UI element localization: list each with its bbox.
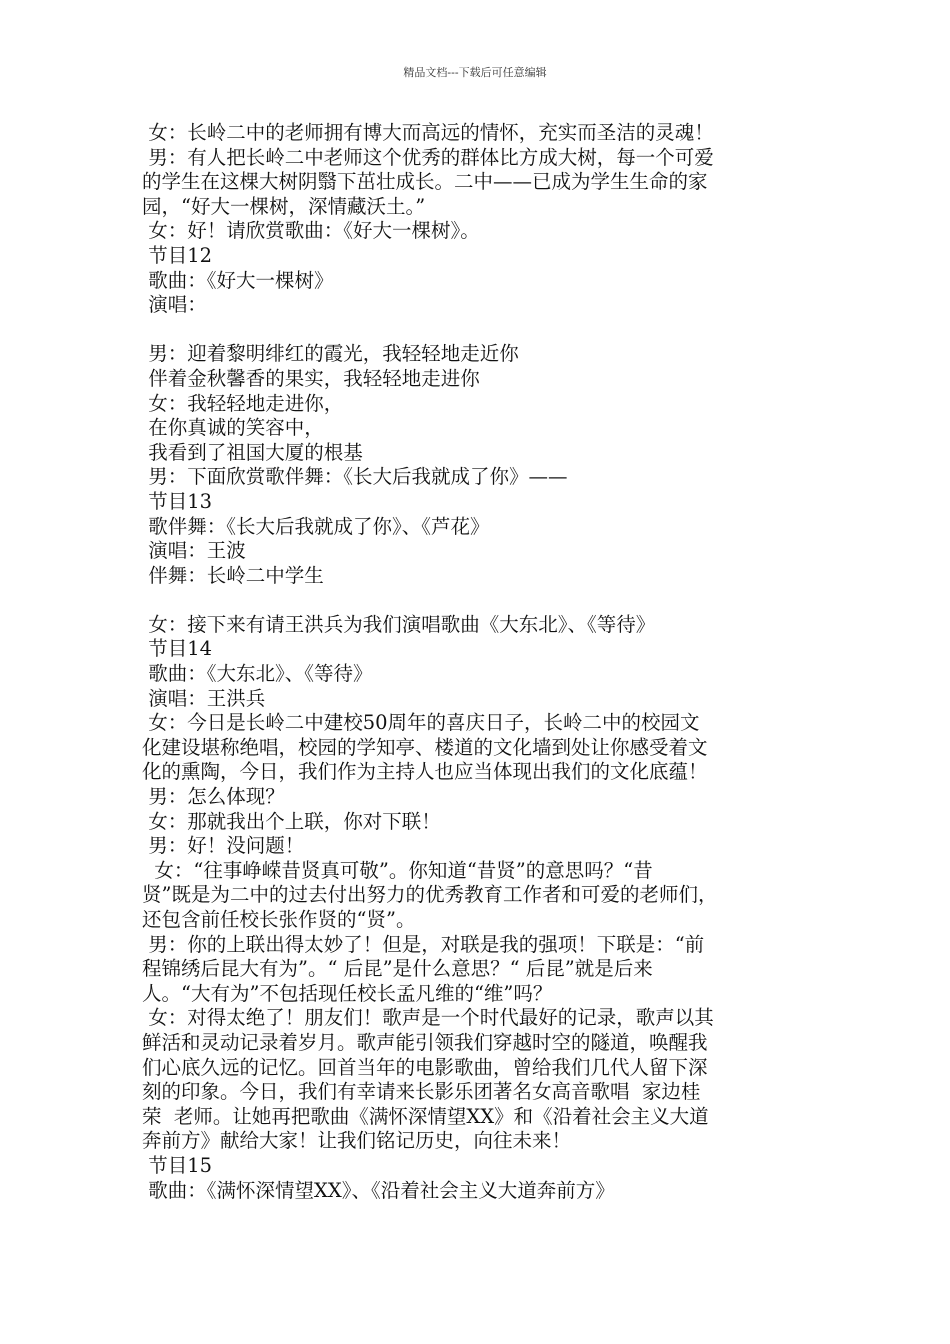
text-line — [142, 318, 822, 343]
text-line: 女：长岭二中的老师拥有博大而高远的情怀，充实而圣洁的灵魂！ — [142, 121, 714, 144]
text-line: 演唱： — [142, 293, 207, 317]
text-line: 男：怎么体现？ — [142, 785, 285, 809]
text-line: 们心底久远的记忆。回首当年的电影歌曲，曾给我们几代人留下深 — [142, 1055, 708, 1079]
text-line: 歌曲：《满怀深情望XX》、《沿着社会主义大道奔前方》 — [142, 1178, 615, 1202]
text-line: 奔前方》献给大家！让我们铭记历史，向往未来！ — [142, 1129, 572, 1153]
text-line: 歌曲：《好大一棵树》 — [142, 268, 334, 292]
text-line: 园，“好大一棵树，深情藏沃土。” — [142, 194, 426, 218]
text-line: 化建设堪称绝唱，校园的学知亭、楼道的文化墙到处让你感受着文 — [142, 735, 708, 759]
text-line: 程锦绣后昆大有为”。“ 后昆”是什么意思？“ 后昆”就是后来 — [142, 957, 653, 981]
text-line: 女：那就我出个上联，你对下联！ — [142, 809, 441, 833]
text-line: 刻的印象。今日，我们有幸请来长影乐团著名女高音歌唱 家边桂 — [142, 1080, 701, 1104]
text-line: 我看到了祖国大厦的根基 — [142, 440, 363, 464]
text-line: 贤”既是为二中的过去付出努力的优秀教育工作者和可爱的老师们， — [142, 883, 718, 907]
text-line: 的学生在这棵大树阴翳下茁壮成长。二中——已成为学生生命的家 — [142, 170, 708, 194]
text-line: 还包含前任校长张作贤的“贤”。 — [142, 908, 416, 931]
text-line: 人。“大有为”不包括现任校长孟凡维的“维”吗？ — [142, 981, 553, 1005]
text-line: 伴着金秋馨香的果实，我轻轻地走进你 — [142, 366, 480, 390]
text-line: 节目13 — [142, 489, 213, 513]
text-line: 女：接下来有请王洪兵为我们演唱歌曲《大东北》、《等待》 — [142, 612, 656, 636]
text-line: 演唱：王洪兵 — [142, 686, 266, 710]
text-line: 伴舞：长岭二中学生 — [142, 563, 324, 587]
page-header: 精品文档---下载后可任意编辑 — [403, 66, 547, 79]
text-line: 男：迎着黎明绯红的霞光，我轻轻地走近你 — [142, 342, 519, 366]
text-line: 女：对得太绝了！朋友们！歌声是一个时代最好的记录，歌声以其 — [142, 1006, 714, 1030]
text-line: 歌伴舞：《长大后我就成了你》、《芦花》 — [142, 514, 490, 538]
text-line: 节目12 — [142, 243, 213, 267]
text-line: 男：你的上联出得太妙了！但是，对联是我的强项！下联是：“前 — [142, 932, 705, 956]
text-line: 男：下面欣赏歌伴舞：《长大后我就成了你》—— — [142, 465, 568, 489]
text-line: 女：“往事峥嵘昔贤真可敬”。你知道“昔贤”的意思吗？“昔 — [142, 858, 653, 882]
text-line: 男：好！没问题！ — [142, 834, 305, 858]
text-line: 在你真诚的笑容中， — [142, 416, 324, 440]
text-line: 节目15 — [142, 1153, 213, 1177]
text-line: 歌曲：《大东北》、《等待》 — [142, 662, 373, 686]
text-line: 女：我轻轻地走进你， — [142, 391, 344, 415]
text-line: 节目14 — [142, 637, 213, 661]
text-line: 荣 老师。让她再把歌曲《满怀深情望XX》和《沿着社会主义大道 — [142, 1104, 709, 1128]
text-line: 鲜活和灵动记录着岁月。歌声能引领我们穿越时空的隧道，唤醒我 — [142, 1030, 708, 1054]
text-line: 化的熏陶，今日，我们作为主持人也应当体现出我们的文化底蕴！ — [142, 760, 708, 784]
text-line: 女：好！请欣赏歌曲：《好大一棵树》。 — [142, 219, 480, 243]
text-line — [142, 588, 822, 613]
text-line: 女：今日是长岭二中建校50周年的喜庆日子，长岭二中的校园文 — [142, 711, 700, 735]
text-line: 演唱：王波 — [142, 539, 246, 563]
document-body — [142, 121, 822, 1203]
text-line: 男：有人把长岭二中老师这个优秀的群体比方成大树，每一个可爱 — [142, 145, 714, 169]
